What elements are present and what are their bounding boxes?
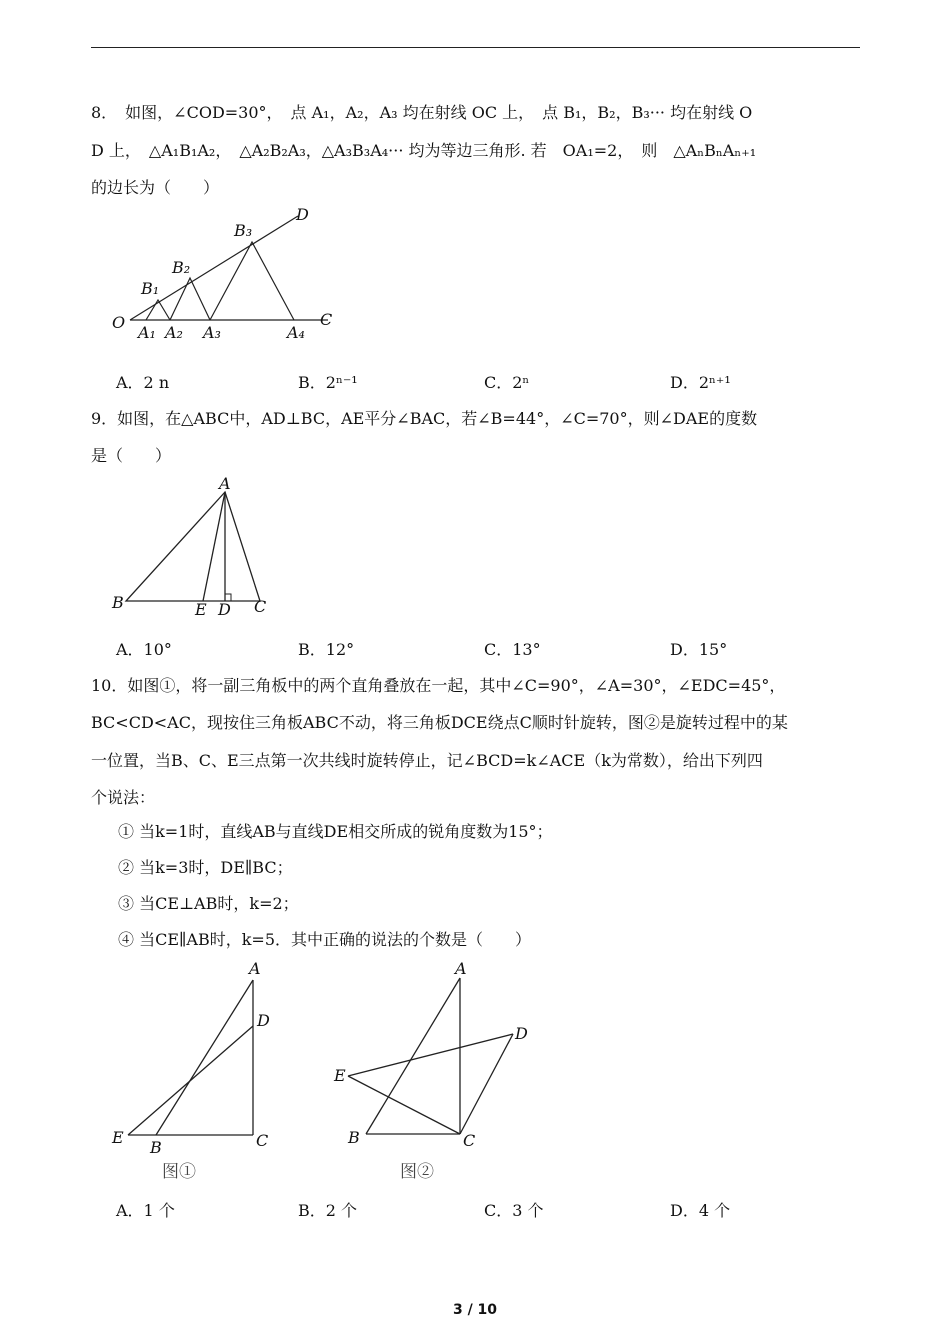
q9-option-c: C．13° [484, 640, 541, 659]
label-A: A [455, 959, 467, 978]
q10-stem-line2: BC<CD<AC，现按住三角板ABC不动，将三角板DCE绕点C顺时针旋转，图②是旋转过程中的某 [91, 713, 788, 732]
segment-ae [203, 492, 225, 601]
figure-1-caption: 图① [162, 1162, 196, 1182]
label-D: D [257, 1011, 270, 1030]
segment-ab [366, 978, 460, 1134]
q10-option-a: A．1 个 [116, 1201, 175, 1220]
label-B1: B₁ [141, 279, 160, 298]
label-C: C [463, 1131, 476, 1150]
label-A1: A₁ [138, 323, 156, 342]
segment-de [128, 1026, 253, 1135]
q8-stem-line3: 的边长为（ ） [91, 178, 220, 197]
q9-option-a: A．10° [116, 640, 172, 659]
q8-option-d: D．2ⁿ⁺¹ [670, 373, 731, 392]
q10-statement-1: ① 当k=1时，直线AB与直线DE相交所成的锐角度数为15°； [118, 822, 553, 841]
q10-statement-3: ③ 当CE⊥AB时，k=2； [118, 894, 299, 913]
label-D: D [515, 1024, 528, 1043]
q8-option-b: B．2ⁿ⁻¹ [298, 373, 358, 392]
label-A4: A₄ [287, 323, 305, 342]
label-B: B [348, 1128, 360, 1147]
label-E: E [334, 1066, 346, 1085]
q10-statement-4: ④ 当CE∥AB时，k=5．其中正确的说法的个数是（ ） [118, 930, 531, 949]
q8-figure [108, 200, 348, 350]
q8-stem-line1: 8． 如图，∠COD=30°， 点 A₁，A₂，A₃ 均在射线 OC 上， 点 B₁，B₂，B₃··· 均在射线 O [91, 103, 753, 122]
label-A3: A₃ [203, 323, 221, 342]
q9-stem-line2: 是（ ） [91, 446, 172, 465]
triangle-3 [210, 242, 294, 320]
label-B2: B₂ [172, 258, 191, 277]
segment-ec [348, 1076, 460, 1134]
q9-option-d: D．15° [670, 640, 728, 659]
label-A: A [249, 959, 261, 978]
q10-option-d: D．4 个 [670, 1201, 731, 1220]
label-A2: A₂ [165, 323, 183, 342]
q10-stem-line1: 10．如图①，将一副三角板中的两个直角叠放在一起，其中∠C=90°，∠A=30°，∠EDC=45°， [91, 676, 786, 695]
q10-figure-1 [108, 958, 298, 1188]
label-C: C [256, 1131, 269, 1150]
q8-option-a: A．2 n [116, 373, 170, 392]
label-E: E [112, 1128, 124, 1147]
label-O: O [112, 313, 126, 332]
q8-stem-line2: D 上， △A₁B₁A₂， △A₂B₂A₃，△A₃B₃A₄··· 均为等边三角形. 若 OA₁=2， 则 △AₙBₙAₙ₊₁ [91, 141, 757, 160]
label-B: B [150, 1138, 162, 1157]
label-C: C [320, 310, 333, 329]
q10-stem-line3: 一位置，当B、C、E三点第一次共线时旋转停止，记∠BCD=k∠ACE（k为常数），给出下列四 [91, 751, 763, 770]
label-D: D [218, 600, 231, 619]
label-B3: B₃ [234, 221, 253, 240]
q9-figure [108, 474, 278, 624]
segment-ab [156, 980, 253, 1135]
q10-stem-line4: 个说法： [91, 788, 156, 807]
triangle-abc [126, 492, 260, 601]
segment-dc [460, 1034, 513, 1134]
q10-figure-2 [330, 958, 540, 1188]
label-A: A [219, 474, 231, 493]
figure-2-caption: 图② [400, 1162, 434, 1182]
label-C: C [254, 597, 267, 616]
header-rule [91, 47, 860, 48]
q10-option-b: B．2 个 [298, 1201, 358, 1220]
q10-option-c: C．3 个 [484, 1201, 544, 1220]
q8-option-c: C．2ⁿ [484, 373, 530, 392]
label-B: B [112, 593, 124, 612]
page-number: 3 / 10 [452, 1302, 498, 1318]
q9-option-b: B．12° [298, 640, 355, 659]
triangle-2 [170, 278, 210, 320]
label-E: E [195, 600, 207, 619]
q9-stem-line1: 9．如图，在△ABC中，AD⊥BC，AE平分∠BAC，若∠B=44°，∠C=70°，则∠DAE的度数 [91, 409, 758, 428]
q10-statement-2: ② 当k=3时，DE∥BC； [118, 858, 293, 877]
segment-ed [348, 1034, 513, 1076]
label-D: D [296, 205, 309, 224]
